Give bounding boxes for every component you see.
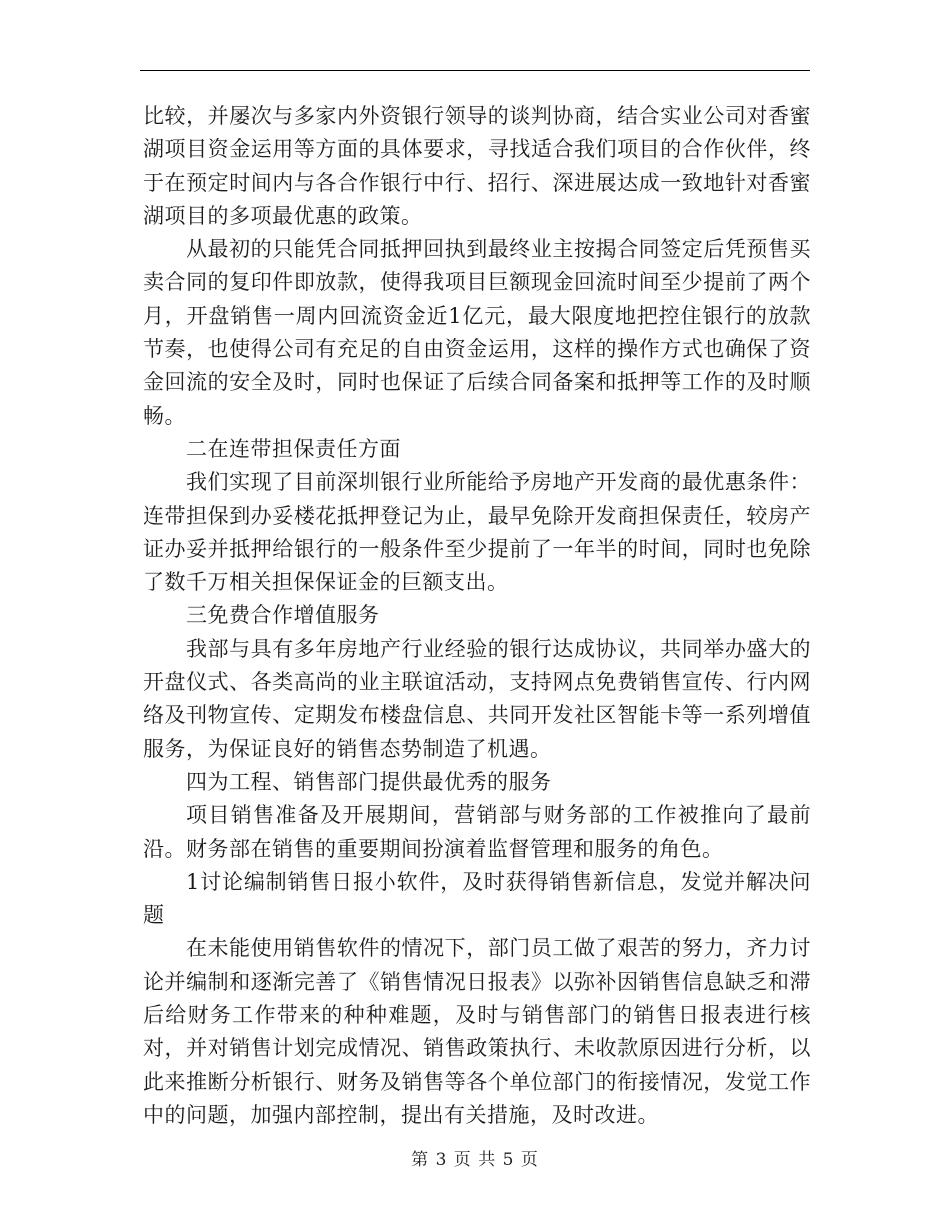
section-heading-guarantee: 二在连带担保责任方面 bbox=[186, 436, 401, 461]
paragraph-continuation: 比较，并屡次与多家内外资银行领导的谈判协商，结合实业公司对香蜜湖项目资金运用等方面的具体要求，寻找适合我们项目的合作伙伴，终于在预定时间内与各合作银行中行、招行、深进展达成一致地针对香蜜湖项目的多项最优惠的政策。 bbox=[143, 104, 811, 228]
section-heading-value-added: 三免费合作增值服务 bbox=[186, 603, 380, 628]
subsection-heading-daily-report: 1讨论编制销售日报小软件，及时获得销售新信息，发觉并解决问题 bbox=[143, 869, 811, 928]
paragraph-service: 项目销售准备及开展期间，营销部与财务部的工作被推向了最前沿。财务部在销售的重要期间扮演着监督管理和服务的角色。 bbox=[143, 803, 811, 861]
header-rule bbox=[140, 70, 810, 71]
page-number: 第 3 页 共 5 页 bbox=[411, 1150, 539, 1170]
paragraph-daily-report: 在未能使用销售软件的情况下，部门员工做了艰苦的努力，齐力讨论并编制和逐渐完善了《销售情况日报表》以弥补因销售信息缺乏和滞后给财务工作带来的种种难题，及时与销售部门的销售日报表进行核对，并对销售计划完成情况、销售政策执行、未收款原因进行分析，以此来推断分析银行、财务及销售等各个单位部门的衔接情况，发觉工作中的问题，加强内部控制，提出有关措施，及时改进。 bbox=[143, 936, 811, 1127]
paragraph-guarantee: 我们实现了目前深圳银行业所能给予房地产开发商的最优惠条件：连带担保到办妥楼花抵押登记为止，最早免除开发商担保责任，较房产证办妥并抵押给银行的一般条件至少提前了一年半的时间，同时也免除了数千万相关担保保证金的巨额支出。 bbox=[143, 470, 811, 595]
paragraph-value-added: 我部与具有多年房地产行业经验的银行达成协议，共同举办盛大的开盘仪式、各类高尚的业主联谊活动，支持网点免费销售宣传、行内网络及刊物宣传、定期发布楼盘信息、共同开发社区智能卡等一系列增值服务，为保证良好的销售态势制造了机遇。 bbox=[143, 636, 811, 761]
paragraph-loan-release: 从最初的只能凭合同抵押回执到最终业主按揭合同签定后凭预售买卖合同的复印件即放款，使得我项目巨额现金回流时间至少提前了两个月，开盘销售一周内回流资金近1亿元，最大限度地把控住银行的放款节奏，也使得公司有充足的自由资金运用，这样的操作方式也确保了资金回流的安全及时，同时也保证了后续合同备案和抵押等工作的及时顺畅。 bbox=[143, 237, 811, 428]
section-heading-service: 四为工程、销售部门提供最优秀的服务 bbox=[186, 769, 552, 794]
document-body bbox=[143, 100, 811, 1132]
